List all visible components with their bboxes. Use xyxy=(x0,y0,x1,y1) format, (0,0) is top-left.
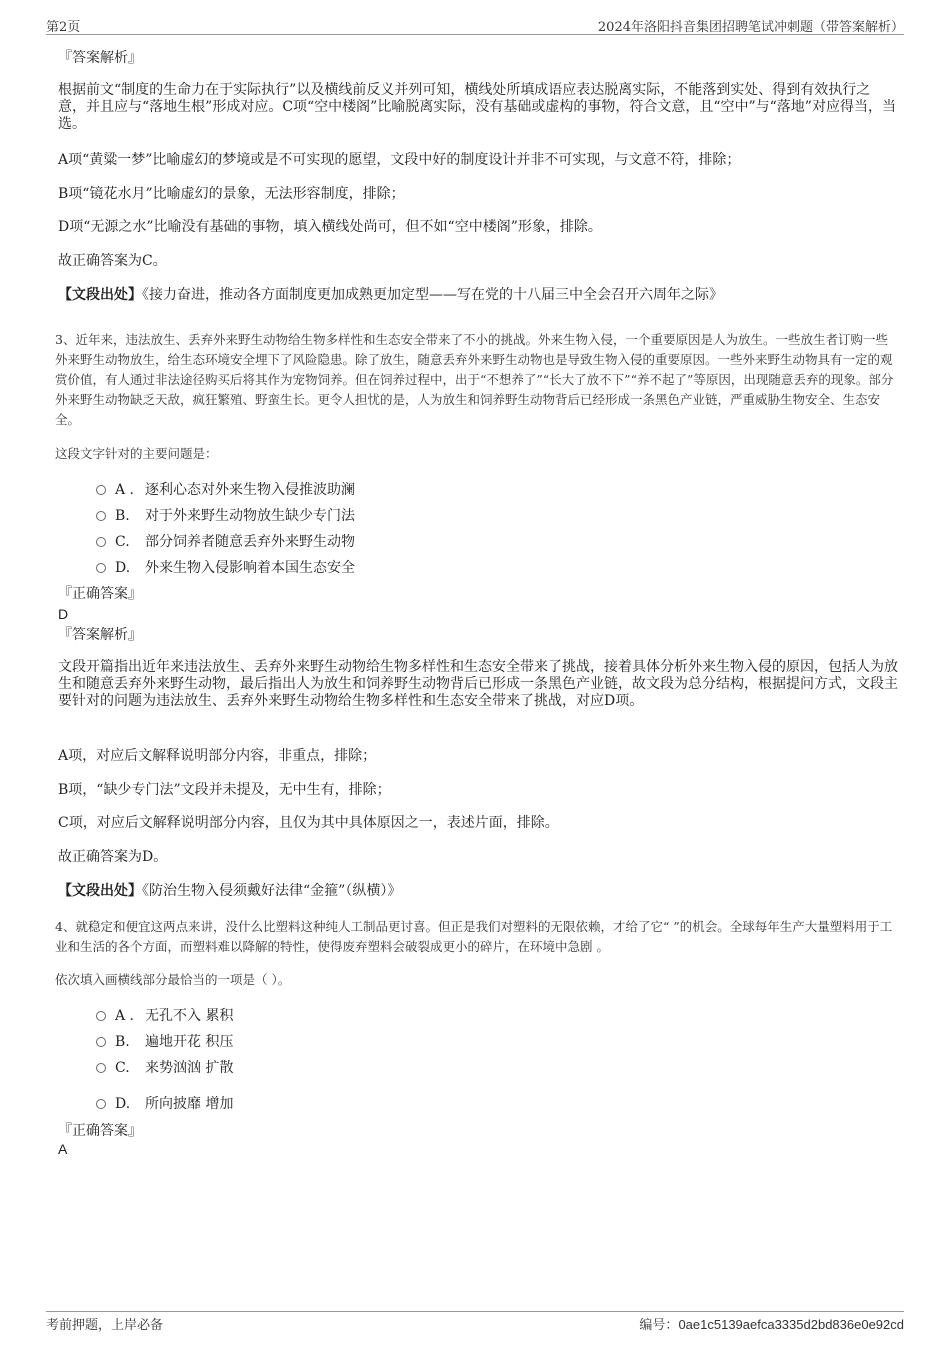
q3-answer-label: 『正确答案』 xyxy=(58,586,142,602)
q3-option-c[interactable]: C. 部分饲养者随意丢弃外来野生动物 xyxy=(96,533,355,551)
q2-source xyxy=(58,287,898,304)
q2-analysis-paragraph-1: 根据前文“制度的生命力在于实际执行”以及横线前反义并列可知，横线处所填成语应表达脱离实际，不能落到实处、得到有效执行之意，并且应与“落地生根”形成对应。C项“空中楼阁”比喻脱离实际，没有基础或虚构的事物，符合文意，且“空中”与“落地”对应得当，当选。 xyxy=(58,82,896,132)
q2-analysis-label: 『答案解析』 xyxy=(58,50,142,66)
q3-question: 这段文字针对的主要问题是： xyxy=(55,446,218,461)
radio-icon[interactable] xyxy=(96,1099,106,1109)
q2-analysis-paragraph-3: B项“镜花水月”比喻虚幻的景象，无法形容制度，排除； xyxy=(58,186,405,202)
q3-option-a[interactable]: A . 逐利心态对外来生物入侵推波助澜 xyxy=(96,481,355,499)
q3-analysis-paragraph-5: 故正确答案为D。 xyxy=(58,849,168,865)
q3-option-d[interactable]: D. 外来生物入侵影响着本国生态安全 xyxy=(96,559,355,577)
q3-analysis-paragraph-4: C项，对应后文解释说明部分内容，且仅为其中具体原因之一，表述片面，排除。 xyxy=(58,815,559,831)
radio-icon[interactable] xyxy=(96,1011,106,1021)
q3-source-text: 《防治生物入侵须戴好法律“金箍”（纵横）》 xyxy=(142,883,402,899)
radio-icon[interactable] xyxy=(96,537,106,547)
q3-answer: D xyxy=(58,606,69,622)
q4-option-b[interactable]: B. 遍地开花 积压 xyxy=(96,1033,233,1051)
q4-option-d[interactable]: D. 所向披靡 增加 xyxy=(96,1095,233,1113)
q3-source-label: 【文段出处】 xyxy=(58,883,142,899)
q3-source xyxy=(58,883,898,900)
q4-option-c[interactable]: C. 来势汹汹 扩散 xyxy=(96,1059,233,1077)
q3-analysis-paragraph-2: A项，对应后文解释说明部分内容，非重点，排除； xyxy=(58,748,377,764)
q2-source-text: 《接力奋进，推动各方面制度更加成熟更加定型——写在党的十八届三中全会召开六周年之际》 xyxy=(142,287,723,303)
footer-code-label: 编号： xyxy=(639,1318,679,1333)
q3-analysis-paragraph-1: 文段开篇指出近年来违法放生、丢弃外来野生动物给生物多样性和生态安全带来了挑战，接着具体分析外来生物入侵的原因，包括人为放生和随意丢弃外来野生动物，最后指出人为放生和饲养野生动物背后已形成一条黑色产业链，故文段为总分结构，根据提问方式，文段主要针对的问题为违法放生、丢弃外来野生动物给生物多样性和生态安全带来了挑战，对应D项。 xyxy=(58,659,898,709)
page-number: 第2页 xyxy=(46,20,81,35)
q2-analysis-paragraph-5: 故正确答案为C。 xyxy=(58,253,167,269)
q3-option-b[interactable]: B. 对于外来野生动物放生缺少专门法 xyxy=(96,507,355,525)
document-title: 2024年洛阳抖音集团招聘笔试冲刺题（带答案解析） xyxy=(597,20,904,35)
q4-stem: 4、就稳定和便宜这两点来讲，没什么比塑料这种纯人工制品更讨喜。但正是我们对塑料的无限依赖，才给了它“ ”的机会。全球每年生产大量塑料用于工业和生活的各个方面，而塑料难以降解的特性，使得废弃塑料会破裂成更小的碎片，在环境中急剧 。 xyxy=(55,919,893,954)
header-rule xyxy=(46,34,904,35)
q2-source-label: 【文段出处】 xyxy=(58,287,142,303)
q3-stem: 3、近年来，违法放生、丢弃外来野生动物给生物多样性和生态安全带来了不小的挑战。外来生物入侵，一个重要原因是人为放生。一些放生者订购一些外来野生动物放生，给生态环境安全埋下了风险隐患。除了放生，随意丢弃外来野生动物也是导致生物入侵的重要原因。一些外来野生动物具有一定的观赏价值，有人通过非法途径购买后将其作为宠物饲养。但在饲养过程中，出于“不想养了”“长大了放不下”“养不起了”等原因，出现随意丢弃的现象。部分外来野生动物缺乏天敌，疯狂繁殖、野蛮生长。更令人担忧的是，人为放生和饲养野生动物背后已经形成一条黑色产业链，严重威胁生物安全、生态安全。 xyxy=(55,332,894,427)
q3-analysis-label: 『答案解析』 xyxy=(58,627,142,643)
q4-question: 依次填入画横线部分最恰当的一项是（ ）。 xyxy=(55,972,291,987)
radio-icon[interactable] xyxy=(96,1037,106,1047)
radio-icon[interactable] xyxy=(96,563,106,573)
radio-icon[interactable] xyxy=(96,485,106,495)
q4-answer: A xyxy=(58,1141,68,1157)
q4-answer-label: 『正确答案』 xyxy=(58,1123,142,1139)
radio-icon[interactable] xyxy=(96,1063,106,1073)
q2-analysis-paragraph-4: D项“无源之水”比喻没有基础的事物，填入横线处尚可，但不如“空中楼阁”形象，排除。 xyxy=(58,219,602,235)
radio-icon[interactable] xyxy=(96,511,106,521)
footer-rule xyxy=(46,1311,904,1312)
q3-analysis-paragraph-3: B项，“缺少专门法”文段并未提及，无中生有，排除； xyxy=(58,782,391,798)
footer-code xyxy=(639,1314,904,1333)
q4-option-a[interactable]: A . 无孔不入 累积 xyxy=(96,1007,233,1025)
q2-analysis-paragraph-2: A项“黄粱一梦”比喻虚幻的梦境或是不可实现的愿望，文段中好的制度设计并非不可实现，与文意不符，排除； xyxy=(58,152,741,168)
footer-code-value: 0ae1c5139aefca3335d2bd836e0e92cd xyxy=(678,1317,904,1332)
footer-slogan: 考前押题，上岸必备 xyxy=(46,1318,164,1333)
